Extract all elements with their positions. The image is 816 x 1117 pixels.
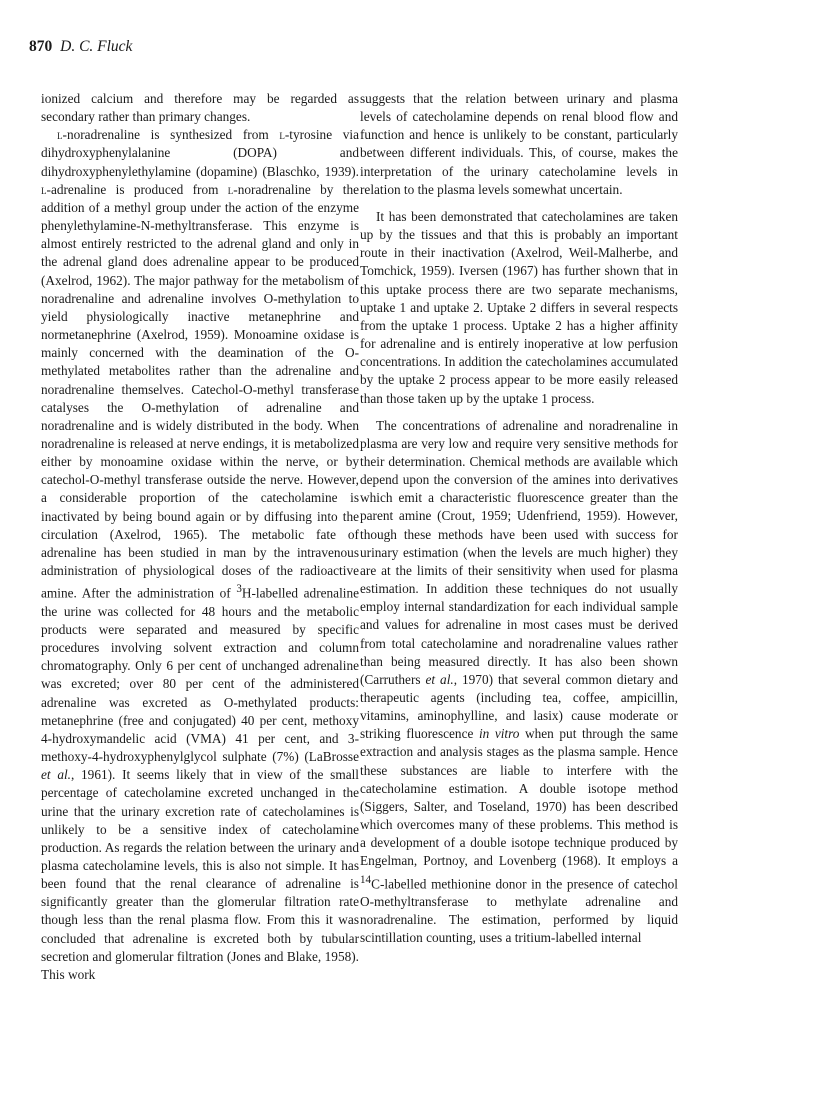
running-author: D. C. Fluck — [60, 38, 133, 55]
left-column — [41, 90, 359, 984]
right-column — [360, 90, 678, 948]
right-paragraph-3: The concentrations of adrenaline and noradrenaline in plasma are very low and require very sensitive methods for their determination. Chemical methods are available which depend upon the conversion of the amines into derivatives which emit a characteristic fluorescence greater than the parent amine (Crout, 1959; Udenfriend, 1959). However, though these methods have been used with success for urinary estimation (when the levels are much higher) they are at the limits of their sensitivity when used for plasma estimation. In addition these techniques do not usually employ internal standardization for each individual sample and values for adrenaline in most cases must be derived from total catecholamine and noradrenaline values rather than being measured directly. It has also been shown (Carruthers et al., 1970) that several common dietary and therapeutic agents (including tea, coffee, ampicillin, vitamins, aminophylline, and lasix) cause moderate or striking fluorescence in vitro when put through the same extraction and analysis stages as the plasma sample. Hence these substances are liable to interfere with the catecholamine estimation. A double isotope method (Siggers, Salter, and Toseland, 1970) has been described which overcomes many of these problems. This method is a development of a double isotope technique produced by Engelman, Portnoy, and Lovenberg (1968). It employs a $^{14}$C-labelled methionine donor in the presence of catechol O-methyltransferase to methylate adrenaline and noradrenaline. The estimation, performed by liquid scintillation counting, uses a tritium-labelled internal — [360, 417, 678, 946]
right-paragraph-1: suggests that the relation between urinary and plasma levels of catecholamine depends on renal blood flow and function and hence is unlikely to be constant, particularly between different individuals. This, of course, makes the interpretation of the urinary catecholamine levels in relation to the plasma levels somewhat uncertain. — [360, 91, 678, 197]
right-paragraph-2: It has been demonstrated that catecholamines are taken up by the tissues and that this is probably an important route in their inactivation (Axelrod, Weil-Malherbe, and Tomchick, 1959). Iversen (1967) has further shown that in this uptake process there are two separate mechanisms, uptake 1 and uptake 2. Uptake 2 differs in several respects from the uptake 1 process. Uptake 2 has a higher affinity for adrenaline and is entirely inoperative at low perfusion concentrations. In addition the catecholamines accumulated by the uptake 2 process appear to be more easily released than those taken up by the uptake 1 process. — [360, 208, 678, 406]
left-paragraph-2: l-noradrenaline is synthesized from l-tyrosine via dihydroxyphenylalanine (DOPA) and dihydroxyphenylethylamine (dopamine) (Blaschko, 1939). l-adrenaline is produced from l-noradrenaline by the addition of a methyl group under the action of the enzyme phenylethylamine-N-methyltransferase. This enzyme is almost entirely restricted to the adrenal gland and only in the adrenal gland does adrenaline appear to be produced (Axelrod, 1962). The major pathway for the metabolism of noradrenaline and adrenaline involves O-methylation to yield physiologically inactive metanephrine and normetanephrine (Axelrod, 1959). Monoamine oxidase is mainly concerned with the deamination of the O-methylated metabolites rather than the adrenaline and noradrenaline themselves. Catechol-O-methyl transferase catalyses the O-methylation of adrenaline and noradrenaline and is widely distributed in the body. When noradrenaline is released at nerve endings, it is metabolized either by monoamine oxidase within the nerve, or by catechol-O-methyl transferase outside the nerve. However, a considerable proportion of the catecholamine is inactivated by being bound again or by diffusing into the circulation (Axelrod, 1965). The metabolic fate of adrenaline has been studied in man by the intravenous administration of physiological doses of the radioactive amine. After the administration of $^3$H-labelled adrenaline the urine was collected for 48 hours and the metabolic products were separated and measured by specific procedures involving solvent extraction and column chromatography. Only 6 per cent of unchanged adrenaline was excreted; over 80 per cent of the administered adrenaline was excreted as O-methylated products: metanephrine (free and conjugated) 40 per cent, methoxy 4-hydroxymandelic acid (VMA) 41 per cent, and 3-methoxy-4-hydroxyphenylglycol sulphate (7%) (LaBrosse et al., 1961). It seems likely that in view of the small percentage of catecholamine excreted unchanged in the urine that the urinary excretion rate of catecholamines is unlikely to be a sensitive index of catecholamine production. As regards the relation between the urinary and plasma catecholamine levels, this is also not simple. It has been found that the renal clearance of adrenaline is significantly greater than the glomerular filtration rate though less than the renal plasma flow. From this it was concluded that adrenaline is excreted both by tubular secretion and glomerular filtration (Jones and Blake, 1958). This work — [41, 127, 360, 982]
running-header — [29, 37, 132, 57]
page-number: 870 — [29, 38, 53, 55]
left-paragraph-1: ionized calcium and therefore may be regarded as secondary rather than primary changes. — [41, 91, 359, 125]
